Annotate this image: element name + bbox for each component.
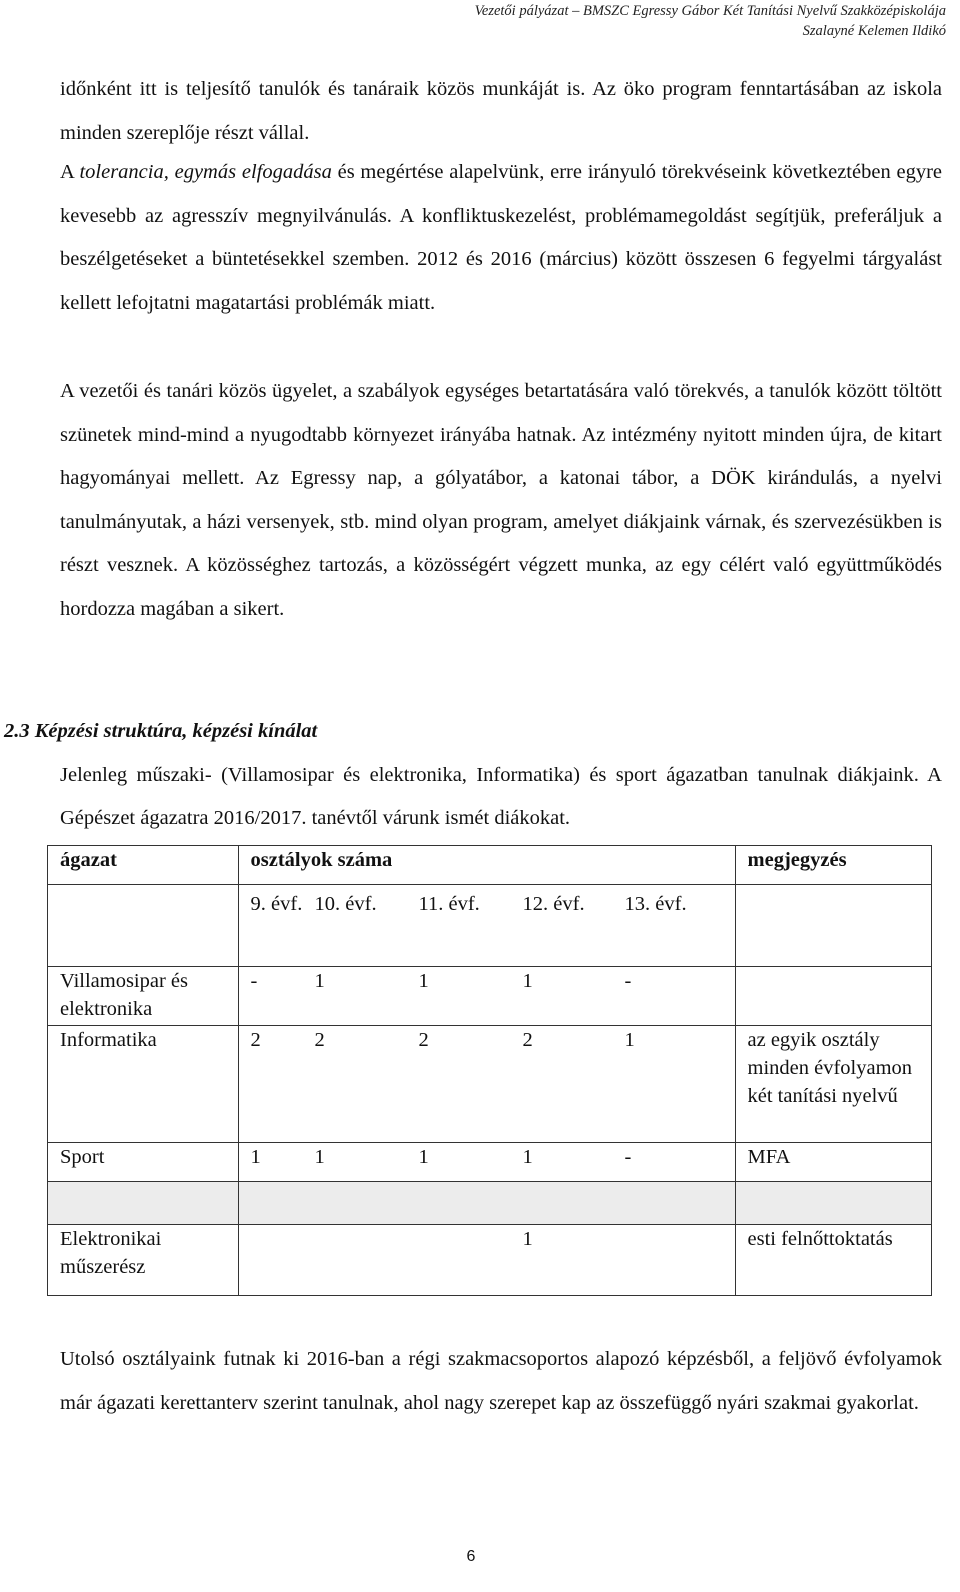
header-osztalyok: osztályok száma [238, 846, 735, 885]
value-cell: 2 [522, 1029, 533, 1051]
row-note: az egyik osztály minden évfolyamon két tanítási nyelvű [735, 1026, 931, 1143]
paragraph-tolerance [60, 151, 942, 325]
value-cell [315, 1225, 419, 1253]
value-cell [419, 1225, 523, 1253]
year-10: 10. évf. [314, 893, 377, 915]
row-name: Sport [48, 1143, 239, 1182]
value-cell: 1 [314, 1146, 325, 1168]
page-header [475, 1, 946, 41]
row-note: MFA [735, 1143, 931, 1182]
table-cell [735, 1182, 931, 1225]
header-agazat: ágazat [48, 846, 239, 885]
row-values [238, 1143, 735, 1182]
value-cell: 2 [314, 1029, 325, 1051]
tolerance-lead: A [60, 161, 80, 183]
table-years-row [48, 885, 932, 967]
table-cell [238, 1182, 735, 1225]
value-cell: 1 [250, 1146, 261, 1168]
table-row [48, 1026, 932, 1143]
row-values [238, 1026, 735, 1143]
value-cell [625, 1225, 723, 1253]
training-structure-table [47, 845, 932, 1296]
value-cell [251, 1225, 315, 1253]
header-megjegyzes: megjegyzés [735, 846, 931, 885]
row-values [238, 1225, 735, 1296]
tolerance-body: és megértése alapelvünk, erre irányuló törekvéseink következtében egyre kevesebb az agresszív megnyilvánulás. A konfliktuskezelést, problémamegoldást segítjük, preferáljuk a beszélgetéseket a büntetésekkel szemben. 2012 és 2016 (március) között összesen 6 fegyelmi tárgyalást kellett lefojtatni magatartási problémák miatt. [60, 161, 942, 314]
tolerance-emphasis: tolerancia, egymás elfogadása [79, 161, 332, 183]
value-cell: 2 [250, 1029, 261, 1051]
paragraph-community: A vezetői és tanári közös ügyelet, a szabályok egységes betartatására való törekvés, a tanulók között töltött szünetek mind-mind a nyugodtabb környezet irányába hatnak. Az intézmény nyitott minden újra, de kitart hagyományai mellett. Az Egressy nap, a gólyatábor, a katonai tábor, a DÖK kirándulás, a nyelvi tanulmányutak, a házi versenyek, stb. mind olyan program, amelyet diákjaink várnak, és szervezésükben is részt vesznek. A közösséghez tartozás, a közösségért végzett munka, az egy célért való együttműködés hordozza magában a sikert. [60, 380, 942, 620]
table-header-row [48, 846, 932, 885]
year-9: 9. évf. [250, 893, 303, 915]
table-cell [48, 885, 239, 967]
year-12: 12. évf. [522, 893, 585, 915]
section-heading: 2.3 Képzési struktúra, képzési kínálat [4, 720, 318, 742]
page-number: 6 [466, 1548, 476, 1565]
value-cell: 1 [624, 1029, 635, 1051]
value-cell: 1 [314, 970, 325, 992]
paragraph-closing: Utolsó osztályaink futnak ki 2016-ban a régi szakmacsoportos alapozó képzésből, a feljövő évfolyamok már ágazati kerettanterv szerint tanulnak, ahol nagy szerepet kap az összefüggő nyári szakmai gyakorlat. [60, 1348, 942, 1414]
value-cell: - [624, 970, 632, 992]
value-cell: 1 [522, 1146, 533, 1168]
table-cell [735, 885, 931, 967]
table-row [48, 1225, 932, 1296]
year-11: 11. évf. [418, 893, 480, 915]
value-cell: 1 [418, 1146, 429, 1168]
row-values [238, 967, 735, 1026]
row-name: Informatika [48, 1026, 239, 1143]
row-name: Villamosipar és elektronika [48, 967, 239, 1026]
year-13: 13. évf. [624, 893, 687, 915]
header-title: Vezetői pályázat – BMSZC Egressy Gábor Két Tanítási Nyelvű Szakközépiskolája [474, 3, 946, 19]
paragraph-section-intro: Jelenleg műszaki- (Villamosipar és elektronika, Informatika) és sport ágazatban tanulnak diákjaink. A Gépészet ágazatra 2016/2017. tanévtől várunk ismét diákokat. [60, 764, 942, 829]
value-cell: 2 [418, 1029, 429, 1051]
value-cell: - [250, 970, 258, 992]
years-cell [238, 885, 735, 967]
header-author: Szalayné Kelemen Ildikó [802, 23, 946, 39]
table-cell [48, 1182, 239, 1225]
value-cell: - [624, 1146, 632, 1168]
row-note: esti felnőttoktatás [735, 1225, 931, 1296]
row-note [735, 967, 931, 1026]
value-cell: 1 [418, 970, 429, 992]
paragraph-eco-program: időnként itt is teljesítő tanulók és tanáraik közös munkáját is. Az öko program fenntartásában az iskola minden szereplője részt vállal. [60, 78, 942, 144]
table-row-blank [48, 1182, 932, 1225]
table-row [48, 967, 932, 1026]
value-cell: 1 [522, 1228, 533, 1250]
row-name: Elektronikai műszerész [48, 1225, 239, 1296]
value-cell: 1 [522, 970, 533, 992]
table-row [48, 1143, 932, 1182]
